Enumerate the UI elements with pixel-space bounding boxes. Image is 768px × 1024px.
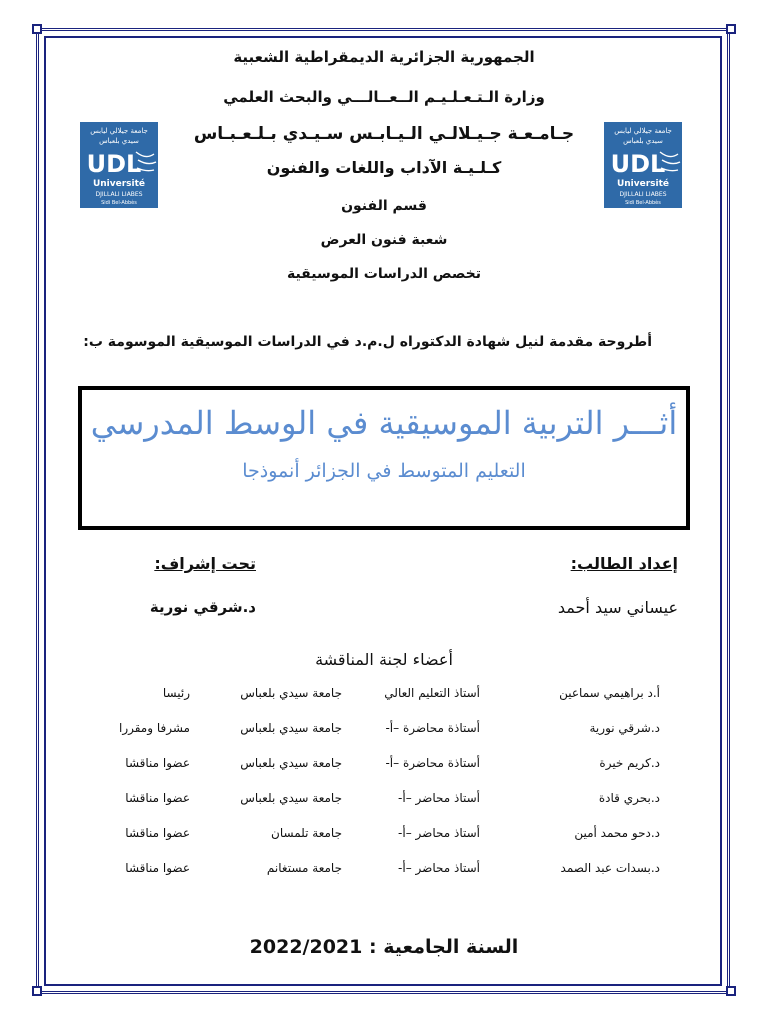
- logo-arabic-line2: سيدي بلعباس: [623, 137, 663, 145]
- faculty-name: كـلـيـة الآداب واللغات والفنون: [266, 158, 502, 177]
- member-name: أ.د براهيمي سماعين: [559, 686, 660, 700]
- committee-row: [100, 756, 660, 791]
- member-rank: أستاذ محاضر –أ-: [398, 826, 480, 840]
- member-role: عضوا مناقشا: [125, 756, 190, 770]
- logo-arabic-line2: سيدي بلعباس: [99, 137, 139, 145]
- logo-initials: UDL: [86, 150, 142, 178]
- member-rank: أستاذ محاضر –أ-: [398, 861, 480, 875]
- member-university: جامعة سيدي بلعباس: [240, 791, 342, 805]
- ministry-name: وزارة الـتـعـلـيـم الــعــالـــي والبحث العلمي: [223, 88, 545, 106]
- logo-word: Université: [616, 179, 670, 189]
- border-corner-ornament: [726, 986, 736, 996]
- student-name: عيساني سيد أحمد: [557, 598, 678, 617]
- university-logo: [80, 122, 158, 208]
- thesis-title: أثـــر التربية الموسيقية في الوسط المدرسي: [90, 404, 678, 442]
- logo-city-line: Sidi Bel-Abbès: [625, 200, 661, 206]
- university-name: جـامـعـة جـيـلالـي الـيـابـس سـيـدي بـلـعـبـاس: [193, 124, 575, 144]
- member-role: عضوا مناقشا: [125, 826, 190, 840]
- committee-table: [100, 686, 660, 896]
- member-rank: أستاذ التعليم العالي: [384, 686, 480, 700]
- thesis-subtitle: التعليم المتوسط في الجزائر أنموذجا: [242, 460, 526, 482]
- member-role: مشرفا ومقررا: [118, 721, 190, 735]
- member-rank: أستاذة محاضرة –أ-: [385, 721, 480, 735]
- member-university: جامعة تلمسان: [271, 826, 342, 840]
- committee-row: [100, 826, 660, 861]
- academic-year: السنة الجامعية : 2022/2021: [249, 936, 519, 958]
- committee-title: أعضاء لجنة المناقشة: [315, 650, 453, 669]
- logo-initials: UDL: [610, 150, 666, 178]
- member-name: د.بحري قادة: [598, 791, 660, 805]
- member-university: جامعة سيدي بلعباس: [240, 686, 342, 700]
- member-name: د.كريم خيرة: [599, 756, 660, 770]
- logo-name-line: DJILLALI LIABES: [95, 191, 143, 198]
- member-role: رئيسا: [162, 686, 190, 700]
- member-role: عضوا مناقشا: [125, 791, 190, 805]
- border-corner-ornament: [32, 986, 42, 996]
- supervisor-label: تحت إشراف:: [154, 554, 256, 573]
- member-name: د.دحو محمد أمين: [574, 826, 660, 840]
- committee-row: [100, 686, 660, 721]
- member-university: جامعة سيدي بلعباس: [240, 721, 342, 735]
- member-name: د.بسدات عبد الصمد: [560, 861, 660, 875]
- supervisor-name: د.شرقي نورية: [149, 598, 256, 616]
- member-rank: أستاذ محاضر –أ-: [398, 791, 480, 805]
- committee-row: [100, 791, 660, 826]
- republic-name: الجمهورية الجزائرية الديمقراطية الشعبية: [233, 48, 535, 66]
- logo-name-line: DJILLALI LIABES: [619, 191, 667, 198]
- specialty-name: تخصص الدراسات الموسيقية: [286, 266, 482, 282]
- member-university: جامعة مستغانم: [266, 861, 342, 875]
- committee-row: [100, 721, 660, 756]
- border-corner-ornament: [726, 24, 736, 34]
- logo-city-line: Sidi Bel-Abbès: [101, 200, 137, 206]
- thesis-intro: أطروحة مقدمة لنيل شهادة الدكتوراه ل.م.د في الدراسات الموسيقية الموسومة ب:: [83, 334, 652, 350]
- university-logo: [604, 122, 682, 208]
- logo-arabic-line1: جامعة جيلالي ليابس: [614, 127, 672, 135]
- member-rank: أستاذة محاضرة –أ-: [385, 756, 480, 770]
- department-name: قسم الفنون: [341, 198, 427, 214]
- border-corner-ornament: [32, 24, 42, 34]
- branch-name: شعبة فنون العرض: [320, 232, 448, 248]
- student-label: إعداد الطالب:: [570, 554, 678, 573]
- member-role: عضوا مناقشا: [125, 861, 190, 875]
- logo-word: Université: [92, 179, 146, 189]
- committee-row: [100, 861, 660, 896]
- member-university: جامعة سيدي بلعباس: [240, 756, 342, 770]
- thesis-title-box: [78, 386, 690, 530]
- logo-arabic-line1: جامعة جيلالي ليابس: [90, 127, 148, 135]
- member-name: د.شرقي نورية: [589, 721, 660, 735]
